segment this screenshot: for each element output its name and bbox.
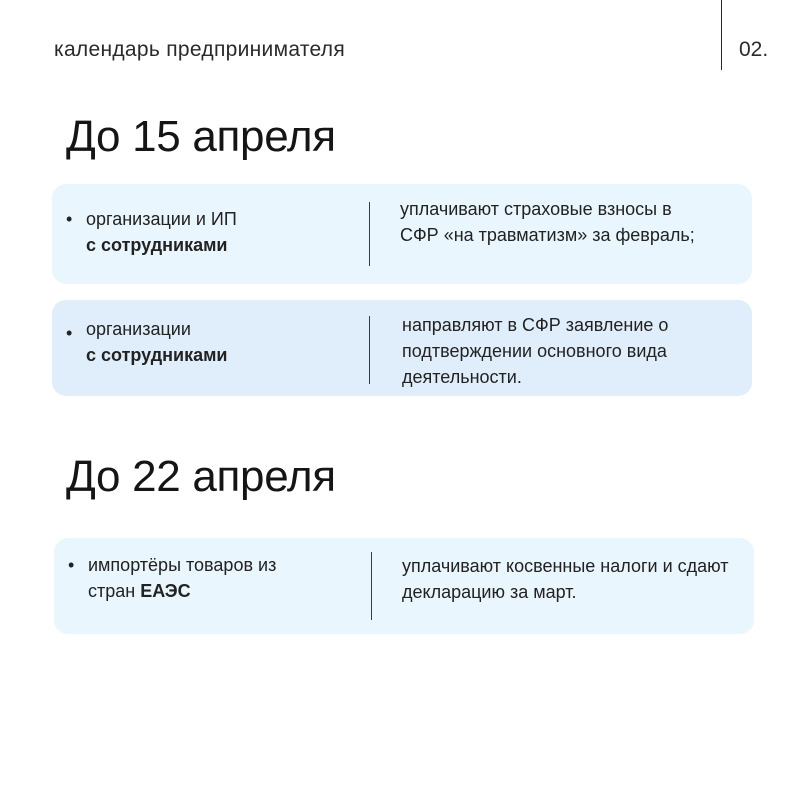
bullet-icon: • — [66, 323, 73, 343]
card-who-bold: ЕАЭС — [140, 581, 191, 601]
card-who-bold: с сотрудниками — [86, 235, 228, 255]
card-separator — [369, 202, 370, 266]
card-who-plain: организации и ИП — [86, 209, 237, 229]
card-what: направляют в СФР заявление о подтверждении основного вида деятельности. — [402, 315, 669, 387]
card-who — [66, 206, 356, 258]
bullet-icon: • — [68, 555, 75, 575]
card-what: уплачивают косвенные налоги и сдают декларацию за март. — [402, 556, 729, 602]
card-who-text — [86, 206, 356, 258]
card-who-text — [86, 316, 356, 368]
bullet-icon: • — [66, 209, 73, 229]
card-who — [68, 552, 358, 604]
card-who — [66, 316, 356, 368]
card-what: уплачивают страховые взносы в СФР «на травматизм» за февраль; — [400, 199, 695, 245]
card-separator — [369, 316, 370, 384]
deadline-card — [52, 300, 752, 396]
page-number: 02. — [739, 38, 769, 61]
header-divider — [721, 0, 722, 70]
card-separator — [371, 552, 372, 620]
card-who-plain: организации — [86, 319, 191, 339]
section-heading-april-22: До 22 апреля — [66, 452, 336, 501]
section-heading-april-15: До 15 апреля — [66, 112, 336, 161]
card-who-bold: с сотрудниками — [86, 345, 228, 365]
card-who-text — [88, 552, 328, 604]
deadline-card — [54, 538, 754, 634]
card-who-plain: импортёры товаров из стран — [88, 555, 277, 601]
deadline-card — [52, 184, 752, 284]
header-title: календарь предпринимателя — [54, 38, 346, 61]
